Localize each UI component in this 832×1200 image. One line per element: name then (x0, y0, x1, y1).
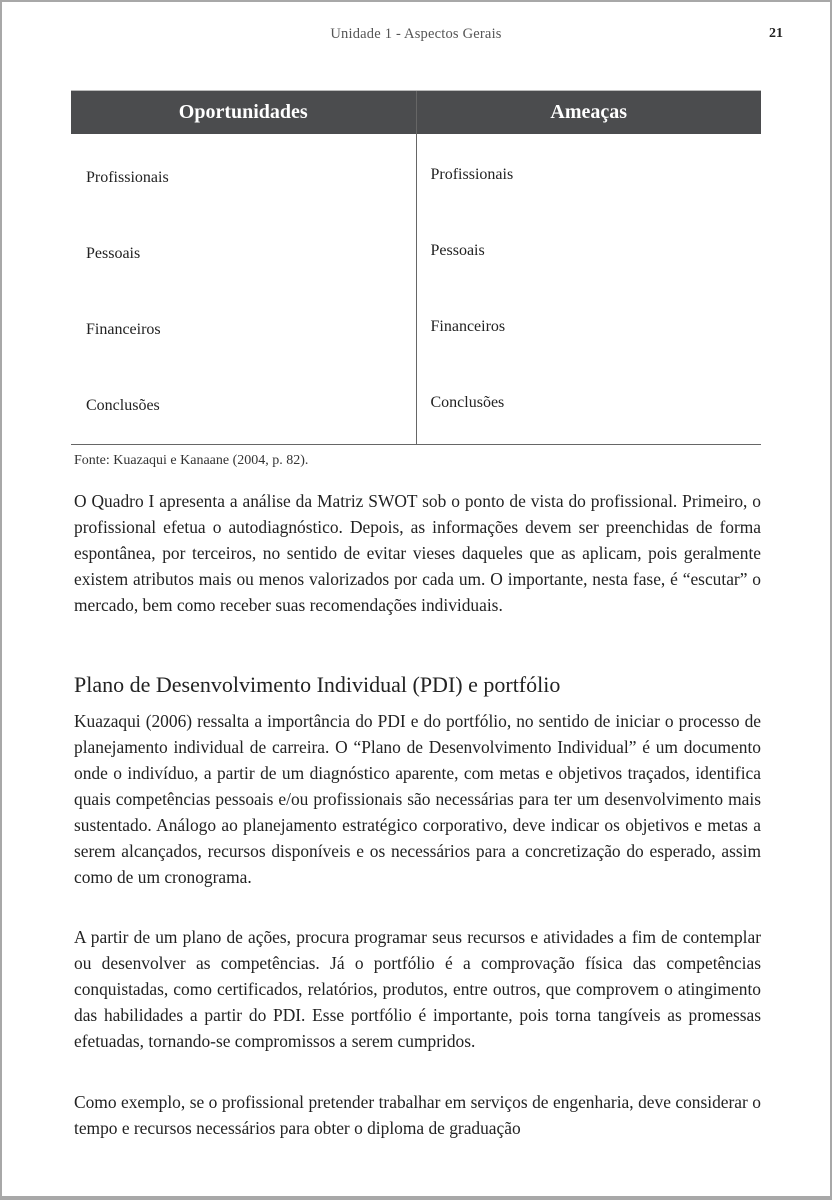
running-header: Unidade 1 - Aspectos Gerais (330, 26, 502, 42)
table-cell: Conclusões (86, 397, 160, 414)
table-cell: Profissionais (430, 166, 514, 183)
paragraph: A partir de um plano de ações, procura programar seus recursos e atividades a fim de contemplar ou desenvolver as competências. Já o portfólio é a comprovação física das competências conquistadas, como certificados, relatórios, produtos, entre outros, que comprovem o atingimento das habilidades a partir do PDI. Esse portfólio é importante, pois torna tangíveis as promessas efetuadas, tornando-se compromissos a serem cumpridos. (74, 927, 761, 1051)
column-header-ameacas: Ameaças (550, 101, 628, 123)
swot-table-body (71, 134, 761, 445)
table-cell: Financeiros (86, 321, 161, 338)
table-source: Fonte: Kuazaqui e Kanaane (2004, p. 82). (74, 453, 309, 468)
table-cell: Profissionais (86, 169, 169, 186)
paragraph: Kuazaqui (2006) ressalta a importância do PDI e do portfólio, no sentido de iniciar o processo de planejamento individual de carreira. O “Plano de Desenvolvimento Individual” é um documento onde o indivíduo, a partir de um diagnóstico aparente, com metas e objetivos traçados, identifica quais competências pessoais e/ou profissionais são necessárias para ter um desenvolvimento mais sustentado. Análogo ao planejamento estratégico corporativo, deve indicar os objetivos e metas a serem alcançados, recursos disponíveis e os necessários para a concretização do esperado, assim como de um cronograma. (74, 711, 761, 887)
swot-table-header (71, 90, 761, 134)
paragraph: O Quadro I apresenta a análise da Matriz SWOT sob o ponto de vista do profissional. Primeiro, o profissional efetua o autodiagnóstico. Depois, as informações devem ser preenchidas de forma espontânea, por terceiros, no sentido de evitar vieses daqueles que as aplicam, pois geralmente existem atributos mais ou menos valorizados por cada um. O importante, nesta fase, é “escutar” o mercado, bem como receber suas recomendações individuais. (74, 491, 761, 615)
oportunidades-column (71, 134, 417, 444)
table-cell: Conclusões (430, 394, 505, 411)
swot-table (71, 90, 761, 445)
document-page (2, 2, 830, 1196)
ameacas-column (417, 134, 762, 444)
page-number: 21 (769, 26, 783, 41)
section-heading: Plano de Desenvolvimento Individual (PDI) e portfólio (74, 672, 561, 697)
table-cell: Pessoais (430, 242, 485, 259)
paragraph: Como exemplo, se o profissional pretender trabalhar em serviços de engenharia, deve considerar o tempo e recursos necessários para obter o diploma de graduação (74, 1092, 761, 1138)
column-header-oportunidades: Oportunidades (71, 91, 417, 134)
table-cell: Pessoais (86, 245, 141, 262)
table-cell: Financeiros (430, 318, 506, 335)
